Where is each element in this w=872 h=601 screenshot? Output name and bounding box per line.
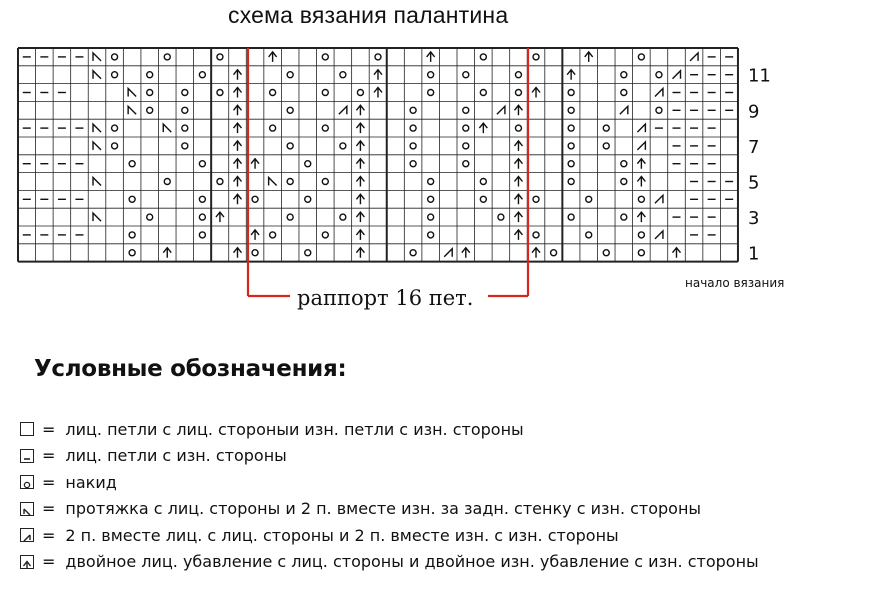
k2tog-decrease-icon <box>444 249 452 257</box>
yarn-over-icon <box>305 196 311 202</box>
row-number: 11 <box>747 65 771 87</box>
equals-sign: = <box>42 525 56 545</box>
yarn-over-icon <box>568 90 574 96</box>
double-decrease-icon <box>427 52 435 62</box>
ssk-decrease-icon <box>93 213 101 221</box>
yarn-over-icon <box>199 161 205 167</box>
yarn-over-icon <box>586 196 592 202</box>
double-decrease-icon <box>514 212 522 222</box>
yarn-over-icon <box>551 250 557 256</box>
yarn-over-icon <box>147 90 153 96</box>
double-decrease-icon <box>514 141 522 151</box>
yarn-over-icon <box>515 125 521 131</box>
yarn-over-icon <box>428 214 434 220</box>
yarn-over-icon <box>182 125 188 131</box>
yarn-over-icon <box>129 232 135 238</box>
row-number: 9 <box>747 101 760 123</box>
double-decrease-icon <box>234 194 242 204</box>
yarn-over-icon <box>480 54 486 60</box>
legend-item <box>20 549 860 576</box>
double-decrease-icon <box>637 159 645 169</box>
ssk-decrease-icon <box>93 53 101 61</box>
equals-sign: = <box>42 446 56 466</box>
equals-sign: = <box>42 552 56 572</box>
double-decrease-icon <box>234 141 242 151</box>
row-number: 1 <box>747 243 760 265</box>
legend-item <box>20 469 860 496</box>
k2tog-decrease-icon <box>339 106 347 114</box>
yarn-over-icon <box>270 125 276 131</box>
yarn-over-icon <box>568 179 574 185</box>
yarn-over-icon <box>621 72 627 78</box>
yarn-over-icon <box>340 143 346 149</box>
equals-sign: = <box>42 472 56 492</box>
dash-cell-icon <box>20 449 34 463</box>
double-decrease-icon <box>20 555 34 569</box>
yarn-over-icon <box>305 161 311 167</box>
yarn-over-icon <box>199 232 205 238</box>
double-decrease-icon <box>532 248 540 258</box>
yarn-over-icon <box>533 232 539 238</box>
double-decrease-icon <box>234 105 242 115</box>
yarn-over-icon <box>586 232 592 238</box>
yarn-over-icon <box>199 196 205 202</box>
legend-text: лиц. петли с изн. стороны <box>65 446 287 466</box>
double-decrease-icon <box>356 212 364 222</box>
double-decrease-icon <box>356 159 364 169</box>
yarn-over-icon <box>428 72 434 78</box>
yarn-over-icon <box>322 232 328 238</box>
ssk-decrease-icon <box>128 106 136 114</box>
double-decrease-icon <box>251 159 259 169</box>
yarn-over-icon <box>322 54 328 60</box>
yarn-over-icon <box>638 232 644 238</box>
double-decrease-icon <box>356 248 364 258</box>
double-decrease-icon <box>163 248 171 258</box>
yarn-over-icon <box>217 179 223 185</box>
yarn-over-icon <box>498 214 504 220</box>
double-decrease-icon <box>216 212 224 222</box>
yarn-over-icon <box>287 72 293 78</box>
k2tog-decrease-icon <box>620 106 628 114</box>
double-decrease-icon <box>356 105 364 115</box>
yarn-over-icon <box>515 72 521 78</box>
yarn-over-icon <box>656 107 662 113</box>
start-label: начало вязания <box>685 276 785 290</box>
yarn-over-icon <box>252 250 258 256</box>
yarn-over-icon <box>252 196 258 202</box>
double-decrease-icon <box>234 70 242 80</box>
yarn-over-icon <box>603 250 609 256</box>
double-decrease-icon <box>251 230 259 240</box>
yarn-over-icon <box>129 161 135 167</box>
yarn-over-icon <box>147 72 153 78</box>
yarn-over-icon <box>568 161 574 167</box>
legend-item <box>20 496 860 523</box>
yarn-over-icon <box>270 232 276 238</box>
row-number: 7 <box>747 136 760 158</box>
yarn-over-icon <box>621 179 627 185</box>
yarn-over-icon <box>638 196 644 202</box>
double-decrease-icon <box>514 159 522 169</box>
yarn-over-icon <box>410 161 416 167</box>
yarn-over-icon <box>182 90 188 96</box>
yarn-over-icon <box>533 54 539 60</box>
yarn-over-icon <box>217 90 223 96</box>
double-decrease-icon <box>479 123 487 133</box>
ssk-decrease-icon <box>128 89 136 97</box>
double-decrease-icon <box>234 88 242 98</box>
yarn-over-icon <box>112 72 118 78</box>
double-decrease-icon <box>637 212 645 222</box>
yarn-over-icon <box>410 250 416 256</box>
grid-lines <box>18 48 738 262</box>
double-decrease-icon <box>514 105 522 115</box>
double-decrease-icon <box>269 52 277 62</box>
yarn-over-icon <box>410 143 416 149</box>
yarn-over-icon <box>322 179 328 185</box>
k2tog-decrease-icon <box>497 106 505 114</box>
yarn-over-icon <box>568 107 574 113</box>
yarn-over-icon <box>112 143 118 149</box>
row-number: 5 <box>747 172 760 194</box>
legend-title: Условные обозначения: <box>34 356 347 382</box>
yarn-over-icon <box>428 90 434 96</box>
rapport-bracket <box>248 48 528 296</box>
rapport-label: раппорт 16 пет. <box>297 286 474 310</box>
double-decrease-icon <box>567 70 575 80</box>
yarn-over-icon <box>147 214 153 220</box>
double-decrease-icon <box>514 177 522 187</box>
yarn-over-icon <box>112 54 118 60</box>
row-numbers <box>748 66 771 265</box>
double-decrease-icon <box>234 123 242 133</box>
double-decrease-icon <box>673 248 681 258</box>
legend-text: двойное лиц. убавление с лиц. стороны и двойное изн. убавление с изн. стороны <box>65 552 759 572</box>
yarn-over-icon <box>129 250 135 256</box>
double-decrease-icon <box>462 248 470 258</box>
yarn-over-icon <box>217 54 223 60</box>
empty-cell-icon <box>20 422 34 436</box>
k2tog-decrease-icon <box>673 71 681 79</box>
yarn-over-icon <box>357 90 363 96</box>
legend-text: лиц. петли с лиц. стороныи изн. петли с изн. стороны <box>65 419 524 439</box>
double-decrease-icon <box>637 177 645 187</box>
equals-sign: = <box>42 419 56 439</box>
k2tog-decrease-icon <box>655 89 663 97</box>
ssk-decrease-icon <box>93 142 101 150</box>
yarn-over-icon <box>480 196 486 202</box>
yarn-over-icon <box>621 214 627 220</box>
yarn-over-icon <box>480 179 486 185</box>
legend-item <box>20 522 860 549</box>
yarn-over-icon <box>656 72 662 78</box>
yarn-over-icon <box>322 125 328 131</box>
double-decrease-icon <box>356 177 364 187</box>
yarn-over-icon <box>463 72 469 78</box>
yarn-over-icon <box>480 90 486 96</box>
row-number: 3 <box>747 208 760 230</box>
yarn-over-icon <box>182 143 188 149</box>
yarn-over-icon <box>287 107 293 113</box>
k2tog-decrease-icon <box>637 124 645 132</box>
yarn-over-icon <box>463 125 469 131</box>
yarn-over-icon <box>340 214 346 220</box>
yarn-over-icon <box>410 107 416 113</box>
yarn-over-icon <box>463 143 469 149</box>
legend-text: накид <box>65 472 117 492</box>
legend <box>20 416 860 575</box>
double-decrease-icon <box>234 248 242 258</box>
equals-sign: = <box>42 499 56 519</box>
yarn-over-icon <box>603 143 609 149</box>
legend-text: протяжка с лиц. стороны и 2 п. вместе изн. за задн. стенку с изн. стороны <box>65 499 702 519</box>
yarn-over-icon <box>603 125 609 131</box>
k2tog-decrease-icon <box>690 53 698 61</box>
yarn-over-icon <box>129 196 135 202</box>
yarn-over-icon <box>638 250 644 256</box>
yarn-over-icon <box>199 72 205 78</box>
yarn-over-icon <box>638 54 644 60</box>
legend-item <box>20 443 860 470</box>
yarn-over-icon <box>410 125 416 131</box>
yarn-over-icon <box>322 90 328 96</box>
legend-text: 2 п. вместе лиц. с лиц. стороны и 2 п. вместе изн. с изн. стороны <box>65 525 619 545</box>
ssk-decrease-icon <box>93 71 101 79</box>
yarn-over-icon <box>147 107 153 113</box>
yarn-over-icon <box>340 72 346 78</box>
yarn-over-icon <box>20 475 34 489</box>
yarn-over-icon <box>112 125 118 131</box>
double-decrease-icon <box>356 123 364 133</box>
double-decrease-icon <box>374 70 382 80</box>
double-decrease-icon <box>585 52 593 62</box>
yarn-over-icon <box>463 161 469 167</box>
yarn-over-icon <box>568 143 574 149</box>
legend-item <box>20 416 860 443</box>
yarn-over-icon <box>287 214 293 220</box>
ssk-decrease-icon <box>163 124 171 132</box>
yarn-over-icon <box>621 90 627 96</box>
yarn-over-icon <box>164 179 170 185</box>
yarn-over-icon <box>287 143 293 149</box>
double-decrease-icon <box>356 141 364 151</box>
k2tog-decrease-icon <box>655 195 663 203</box>
double-decrease-icon <box>374 88 382 98</box>
yarn-over-icon <box>428 179 434 185</box>
ssk-decrease-icon <box>269 178 277 186</box>
yarn-over-icon <box>533 196 539 202</box>
ssk-decrease-icon <box>93 178 101 186</box>
yarn-over-icon <box>164 54 170 60</box>
double-decrease-icon <box>532 88 540 98</box>
double-decrease-icon <box>514 194 522 204</box>
yarn-over-icon <box>375 54 381 60</box>
double-decrease-icon <box>356 230 364 240</box>
yarn-over-icon <box>428 232 434 238</box>
yarn-over-icon <box>182 107 188 113</box>
double-decrease-icon <box>234 177 242 187</box>
k2tog-decrease-icon <box>655 231 663 239</box>
yarn-over-icon <box>428 196 434 202</box>
ssk-decrease-icon <box>93 124 101 132</box>
yarn-over-icon <box>199 214 205 220</box>
ssk-decrease-icon <box>20 502 34 516</box>
chart-title: схема вязания палантина <box>228 2 509 28</box>
yarn-over-icon <box>568 214 574 220</box>
double-decrease-icon <box>234 159 242 169</box>
yarn-over-icon <box>305 250 311 256</box>
double-decrease-icon <box>356 194 364 204</box>
yarn-over-icon <box>515 90 521 96</box>
yarn-over-icon <box>568 125 574 131</box>
double-decrease-icon <box>514 230 522 240</box>
yarn-over-icon <box>463 107 469 113</box>
yarn-over-icon <box>287 179 293 185</box>
yarn-over-icon <box>621 161 627 167</box>
k2tog-decrease-icon <box>20 528 34 542</box>
yarn-over-icon <box>270 90 276 96</box>
k2tog-decrease-icon <box>637 142 645 150</box>
